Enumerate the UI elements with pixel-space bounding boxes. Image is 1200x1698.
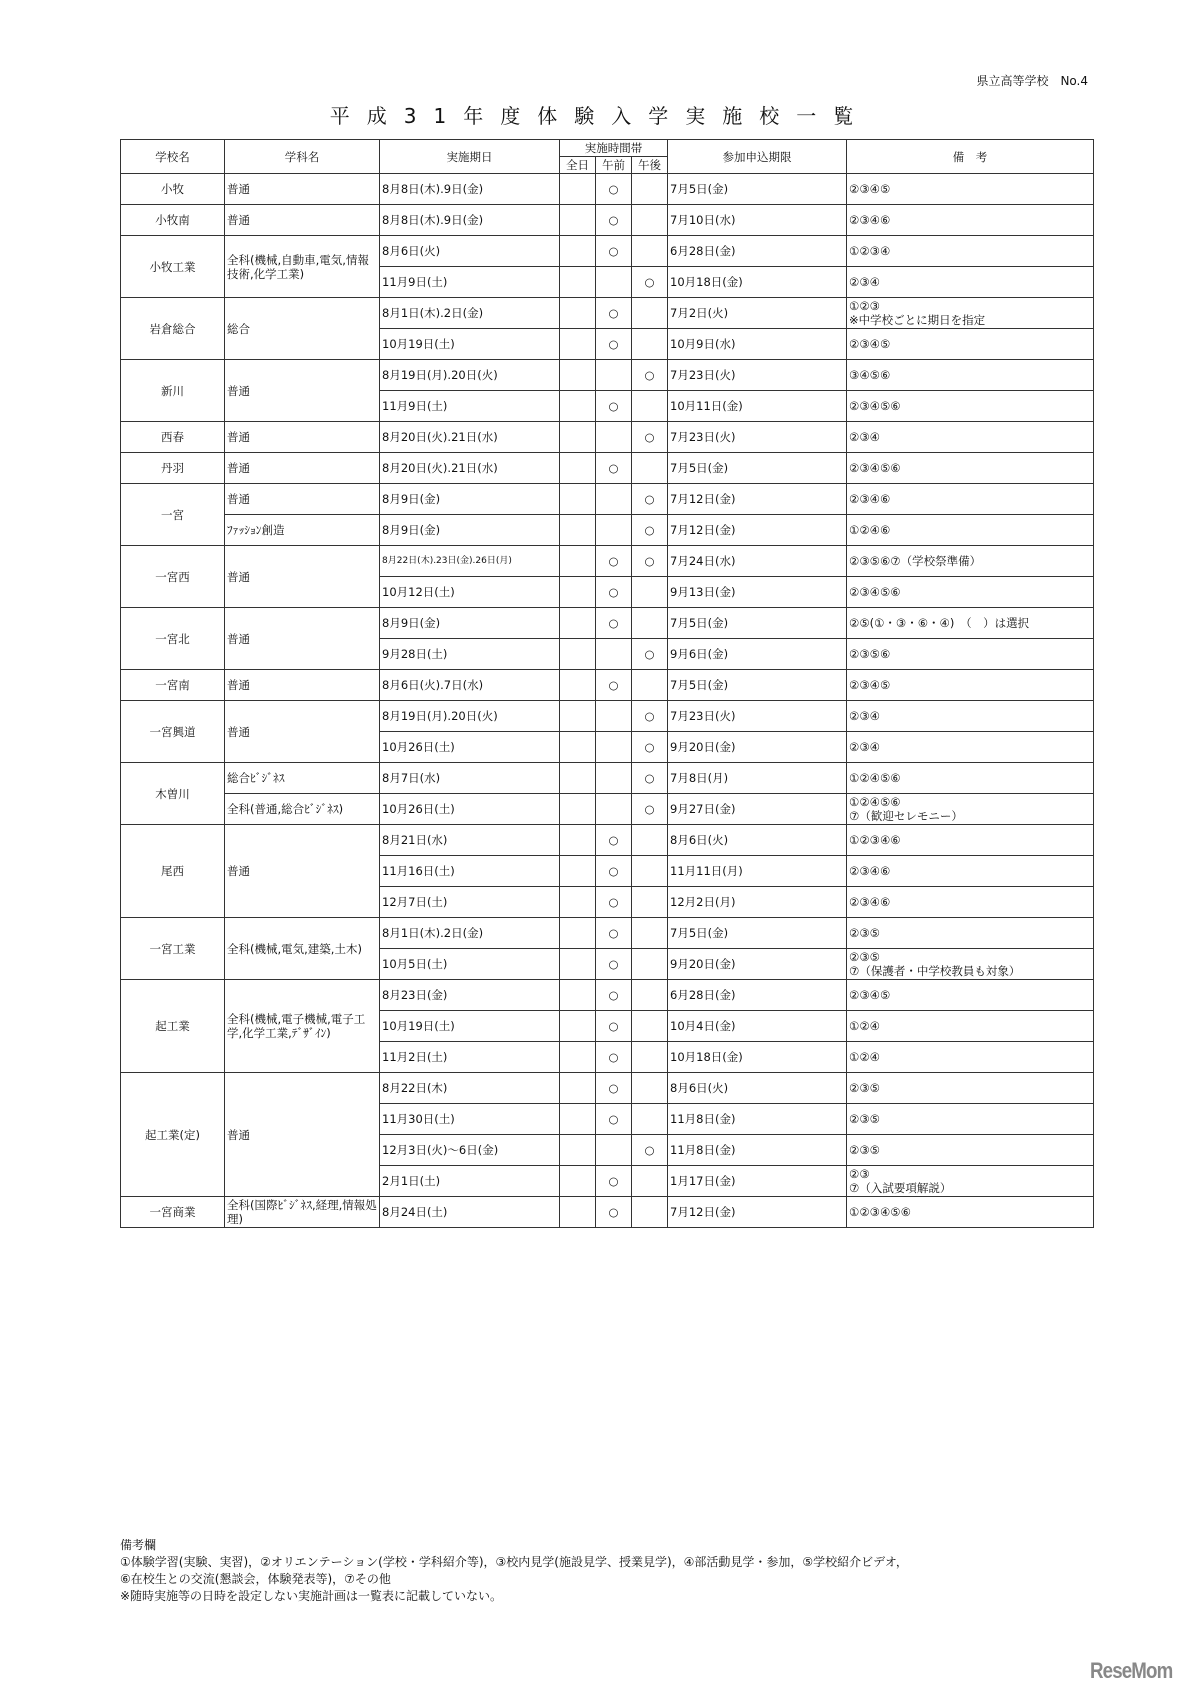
remarks: ①②④⑥ xyxy=(847,515,1094,546)
department-name: 全科(機械,電子機械,電子工学,化学工業,ﾃﾞｻﾞｲﾝ) xyxy=(225,980,380,1073)
slot-pm xyxy=(632,608,668,639)
remarks: ①②④⑤⑥ xyxy=(847,763,1094,794)
slot-am: ○ xyxy=(596,577,632,608)
remarks: ②③④⑤ xyxy=(847,980,1094,1011)
header-pm: 午後 xyxy=(632,157,668,174)
slot-am: ○ xyxy=(596,825,632,856)
slot-pm: ○ xyxy=(632,360,668,391)
schedule-body xyxy=(121,174,1094,1228)
slot-am xyxy=(596,484,632,515)
slot-am xyxy=(596,515,632,546)
remarks: ①②④ xyxy=(847,1042,1094,1073)
table-row xyxy=(121,670,1094,701)
table-row xyxy=(121,763,1094,794)
department-name: 普通 xyxy=(225,546,380,608)
remarks: ②③④⑤⑥ xyxy=(847,577,1094,608)
school-name: 西春 xyxy=(121,422,225,453)
slot-am: ○ xyxy=(596,174,632,205)
slot-zen xyxy=(560,918,596,949)
event-date: 10月12日(土) xyxy=(380,577,560,608)
slot-pm xyxy=(632,1073,668,1104)
slot-pm: ○ xyxy=(632,732,668,763)
department-name: 全科(機械,電気,建築,土木) xyxy=(225,918,380,980)
application-deadline: 9月27日(金) xyxy=(668,794,847,825)
school-name: 一宮 xyxy=(121,484,225,546)
slot-zen xyxy=(560,360,596,391)
remarks: ②③④ xyxy=(847,267,1094,298)
slot-pm xyxy=(632,453,668,484)
table-row xyxy=(121,1073,1094,1104)
school-name: 丹羽 xyxy=(121,453,225,484)
slot-am: ○ xyxy=(596,329,632,360)
slot-pm xyxy=(632,174,668,205)
slot-zen xyxy=(560,1073,596,1104)
application-deadline: 9月6日(金) xyxy=(668,639,847,670)
remarks: ②③⑤ xyxy=(847,1073,1094,1104)
slot-zen xyxy=(560,980,596,1011)
remarks: ②③④⑤⑥ xyxy=(847,391,1094,422)
table-row xyxy=(121,825,1094,856)
slot-zen xyxy=(560,794,596,825)
table-row xyxy=(121,980,1094,1011)
school-name: 小牧工業 xyxy=(121,236,225,298)
application-deadline: 1月17日(金) xyxy=(668,1166,847,1197)
application-deadline: 7月5日(金) xyxy=(668,174,847,205)
table-row xyxy=(121,174,1094,205)
header-deadline: 参加申込期限 xyxy=(668,140,847,174)
event-date: 8月22日(木).23日(金).26日(月) xyxy=(380,546,560,577)
slot-zen xyxy=(560,484,596,515)
slot-am: ○ xyxy=(596,546,632,577)
application-deadline: 7月24日(水) xyxy=(668,546,847,577)
department-name: 普通 xyxy=(225,701,380,763)
slot-zen xyxy=(560,422,596,453)
slot-zen xyxy=(560,329,596,360)
department-name: 普通 xyxy=(225,174,380,205)
remarks: ②③⑤ ⑦（保護者・中学校教員も対象） xyxy=(847,949,1094,980)
slot-am: ○ xyxy=(596,980,632,1011)
slot-am xyxy=(596,732,632,763)
application-deadline: 10月4日(金) xyxy=(668,1011,847,1042)
slot-zen xyxy=(560,701,596,732)
slot-zen xyxy=(560,515,596,546)
event-date: 10月19日(土) xyxy=(380,329,560,360)
department-name: ﾌｧｯｼｮﾝ創造 xyxy=(225,515,380,546)
slot-zen xyxy=(560,267,596,298)
schedule-table xyxy=(120,139,1094,1228)
application-deadline: 10月9日(水) xyxy=(668,329,847,360)
slot-zen xyxy=(560,1166,596,1197)
table-row xyxy=(121,484,1094,515)
event-date: 11月16日(土) xyxy=(380,856,560,887)
slot-zen xyxy=(560,453,596,484)
header-am: 午前 xyxy=(596,157,632,174)
department-name: 普通 xyxy=(225,205,380,236)
application-deadline: 7月2日(火) xyxy=(668,298,847,329)
slot-am: ○ xyxy=(596,391,632,422)
remarks: ②⑤(①・③・⑥・④) （ ）は選択 xyxy=(847,608,1094,639)
slot-pm xyxy=(632,236,668,267)
slot-am: ○ xyxy=(596,205,632,236)
slot-pm: ○ xyxy=(632,1135,668,1166)
slot-zen xyxy=(560,887,596,918)
slot-zen xyxy=(560,1197,596,1228)
footnotes-heading: 備考欄 xyxy=(120,1538,157,1552)
remarks: ②③⑤ xyxy=(847,1104,1094,1135)
slot-pm xyxy=(632,949,668,980)
event-date: 8月6日(火) xyxy=(380,236,560,267)
school-name: 一宮南 xyxy=(121,670,225,701)
remarks: ①②④ xyxy=(847,1011,1094,1042)
event-date: 8月9日(金) xyxy=(380,515,560,546)
slot-zen xyxy=(560,1104,596,1135)
document-id: 県立高等学校 No.4 xyxy=(976,74,1088,88)
application-deadline: 7月12日(金) xyxy=(668,1197,847,1228)
remarks: ②③④⑤ xyxy=(847,329,1094,360)
header-school: 学校名 xyxy=(121,140,225,174)
remarks: ①②③④⑤⑥ xyxy=(847,1197,1094,1228)
application-deadline: 7月10日(水) xyxy=(668,205,847,236)
school-name: 尾西 xyxy=(121,825,225,918)
application-deadline: 9月20日(金) xyxy=(668,732,847,763)
event-date: 10月5日(土) xyxy=(380,949,560,980)
application-deadline: 7月5日(金) xyxy=(668,453,847,484)
slot-zen xyxy=(560,577,596,608)
slot-am: ○ xyxy=(596,1197,632,1228)
school-name: 起工業 xyxy=(121,980,225,1073)
remarks: ②③④ xyxy=(847,701,1094,732)
school-name: 小牧 xyxy=(121,174,225,205)
slot-am xyxy=(596,639,632,670)
table-row xyxy=(121,918,1094,949)
slot-am: ○ xyxy=(596,918,632,949)
slot-pm xyxy=(632,670,668,701)
application-deadline: 7月5日(金) xyxy=(668,918,847,949)
school-name: 起工業(定) xyxy=(121,1073,225,1197)
slot-zen xyxy=(560,856,596,887)
department-name: 総合 xyxy=(225,298,380,360)
application-deadline: 8月6日(火) xyxy=(668,1073,847,1104)
event-date: 8月20日(火).21日(水) xyxy=(380,453,560,484)
remarks: ②③⑤ xyxy=(847,1135,1094,1166)
event-date: 12月3日(火)～6日(金) xyxy=(380,1135,560,1166)
school-name: 一宮商業 xyxy=(121,1197,225,1228)
event-date: 8月1日(木).2日(金) xyxy=(380,298,560,329)
table-row xyxy=(121,298,1094,329)
footnote-line: ⑥在校生との交流(懇談会，体験発表等)，⑦その他 xyxy=(120,1572,391,1586)
slot-pm xyxy=(632,205,668,236)
remarks: ②③④⑤⑥ xyxy=(847,453,1094,484)
event-date: 11月9日(土) xyxy=(380,391,560,422)
event-date: 11月9日(土) xyxy=(380,267,560,298)
event-date: 8月21日(水) xyxy=(380,825,560,856)
table-row xyxy=(121,205,1094,236)
event-date: 12月7日(土) xyxy=(380,887,560,918)
application-deadline: 7月5日(金) xyxy=(668,608,847,639)
school-name: 岩倉総合 xyxy=(121,298,225,360)
event-date: 8月19日(月).20日(火) xyxy=(380,360,560,391)
remarks: ①②③ ※中学校ごとに期日を指定 xyxy=(847,298,1094,329)
event-date: 9月28日(土) xyxy=(380,639,560,670)
department-name: 総合ﾋﾞｼﾞﾈｽ xyxy=(225,763,380,794)
application-deadline: 6月28日(金) xyxy=(668,980,847,1011)
table-row xyxy=(121,515,1094,546)
application-deadline: 7月12日(金) xyxy=(668,484,847,515)
remarks: ①②③④ xyxy=(847,236,1094,267)
slot-zen xyxy=(560,1042,596,1073)
slot-am: ○ xyxy=(596,608,632,639)
table-row xyxy=(121,360,1094,391)
department-name: 普通 xyxy=(225,1073,380,1197)
header-dept: 学科名 xyxy=(225,140,380,174)
event-date: 8月8日(木).9日(金) xyxy=(380,205,560,236)
slot-am: ○ xyxy=(596,1166,632,1197)
slot-zen xyxy=(560,236,596,267)
application-deadline: 9月13日(金) xyxy=(668,577,847,608)
remarks: ②③⑤ xyxy=(847,918,1094,949)
table-row xyxy=(121,422,1094,453)
school-name: 木曽川 xyxy=(121,763,225,825)
slot-am: ○ xyxy=(596,298,632,329)
application-deadline: 11月11日(月) xyxy=(668,856,847,887)
slot-pm xyxy=(632,825,668,856)
remarks: ①②④⑤⑥ ⑦（歓迎セレモニー） xyxy=(847,794,1094,825)
slot-zen xyxy=(560,205,596,236)
slot-am: ○ xyxy=(596,453,632,484)
slot-am: ○ xyxy=(596,1073,632,1104)
department-name: 全科(普通,総合ﾋﾞｼﾞﾈｽ) xyxy=(225,794,380,825)
slot-pm xyxy=(632,1042,668,1073)
slot-zen xyxy=(560,949,596,980)
event-date: 8月6日(火).7日(水) xyxy=(380,670,560,701)
remarks: ②③④⑤ xyxy=(847,174,1094,205)
remarks: ②③④⑥ xyxy=(847,887,1094,918)
slot-pm xyxy=(632,298,668,329)
slot-zen xyxy=(560,670,596,701)
event-date: 8月23日(金) xyxy=(380,980,560,1011)
slot-pm xyxy=(632,887,668,918)
slot-pm: ○ xyxy=(632,701,668,732)
slot-pm: ○ xyxy=(632,546,668,577)
application-deadline: 7月23日(火) xyxy=(668,701,847,732)
remarks: ③④⑤⑥ xyxy=(847,360,1094,391)
application-deadline: 11月8日(金) xyxy=(668,1135,847,1166)
slot-am: ○ xyxy=(596,949,632,980)
event-date: 2月1日(土) xyxy=(380,1166,560,1197)
slot-am: ○ xyxy=(596,1011,632,1042)
slot-pm: ○ xyxy=(632,484,668,515)
remarks: ②③④ xyxy=(847,422,1094,453)
slot-pm: ○ xyxy=(632,267,668,298)
event-date: 8月20日(火).21日(水) xyxy=(380,422,560,453)
application-deadline: 7月23日(火) xyxy=(668,422,847,453)
footnote-line: ※随時実施等の日時を設定しない実施計画は一覧表に記載していない。 xyxy=(120,1589,503,1603)
page-title: 平成31年度体験入学実施校一覧 xyxy=(329,104,871,128)
table-row xyxy=(121,453,1094,484)
table-row xyxy=(121,608,1094,639)
application-deadline: 10月18日(金) xyxy=(668,267,847,298)
slot-zen xyxy=(560,1135,596,1166)
footnotes xyxy=(120,1537,908,1605)
event-date: 8月1日(木).2日(金) xyxy=(380,918,560,949)
event-date: 8月24日(土) xyxy=(380,1197,560,1228)
department-name: 普通 xyxy=(225,608,380,670)
slot-pm: ○ xyxy=(632,639,668,670)
slot-pm: ○ xyxy=(632,763,668,794)
slot-pm xyxy=(632,918,668,949)
slot-pm xyxy=(632,577,668,608)
footnote-line: ①体験学習(実験、実習)，②オリエンテーション(学校・学科紹介等)，③校内見学(施設見学、授業見学)，④部活動見学・参加，⑤学校紹介ビデオ， xyxy=(120,1555,908,1569)
department-name: 全科(国際ﾋﾞｼﾞﾈｽ,経理,情報処理) xyxy=(225,1197,380,1228)
event-date: 11月2日(土) xyxy=(380,1042,560,1073)
event-date: 10月26日(土) xyxy=(380,794,560,825)
table-row xyxy=(121,1197,1094,1228)
application-deadline: 7月12日(金) xyxy=(668,515,847,546)
application-deadline: 10月18日(金) xyxy=(668,1042,847,1073)
slot-pm: ○ xyxy=(632,515,668,546)
slot-am xyxy=(596,422,632,453)
slot-am xyxy=(596,763,632,794)
event-date: 8月9日(金) xyxy=(380,608,560,639)
school-name: 新川 xyxy=(121,360,225,422)
school-name: 一宮工業 xyxy=(121,918,225,980)
slot-zen xyxy=(560,546,596,577)
event-date: 8月7日(水) xyxy=(380,763,560,794)
slot-am: ○ xyxy=(596,1104,632,1135)
remarks: ②③⑤⑥⑦（学校祭準備） xyxy=(847,546,1094,577)
slot-am xyxy=(596,794,632,825)
event-date: 10月26日(土) xyxy=(380,732,560,763)
resemom-logo: ReseMom xyxy=(1090,1658,1173,1683)
header-notes: 備 考 xyxy=(847,140,1094,174)
header-zen: 全日 xyxy=(560,157,596,174)
slot-am xyxy=(596,701,632,732)
event-date: 8月9日(金) xyxy=(380,484,560,515)
department-name: 普通 xyxy=(225,360,380,422)
event-date: 10月19日(土) xyxy=(380,1011,560,1042)
slot-am: ○ xyxy=(596,670,632,701)
remarks: ②③④⑥ xyxy=(847,484,1094,515)
event-date: 11月30日(土) xyxy=(380,1104,560,1135)
remarks: ②③ ⑦（入試要項解説） xyxy=(847,1166,1094,1197)
department-name: 普通 xyxy=(225,484,380,515)
table-row xyxy=(121,701,1094,732)
slot-pm xyxy=(632,856,668,887)
slot-zen xyxy=(560,1011,596,1042)
slot-zen xyxy=(560,732,596,763)
slot-am xyxy=(596,267,632,298)
department-name: 普通 xyxy=(225,453,380,484)
slot-pm xyxy=(632,1166,668,1197)
remarks: ②③④⑤ xyxy=(847,670,1094,701)
remarks: ②③④ xyxy=(847,732,1094,763)
slot-zen xyxy=(560,608,596,639)
slot-am: ○ xyxy=(596,856,632,887)
slot-am: ○ xyxy=(596,1042,632,1073)
table-row xyxy=(121,236,1094,267)
slot-zen xyxy=(560,825,596,856)
slot-zen xyxy=(560,298,596,329)
school-name: 一宮西 xyxy=(121,546,225,608)
slot-pm xyxy=(632,1011,668,1042)
slot-zen xyxy=(560,391,596,422)
slot-am: ○ xyxy=(596,236,632,267)
slot-pm xyxy=(632,391,668,422)
slot-zen xyxy=(560,639,596,670)
slot-am xyxy=(596,1135,632,1166)
slot-zen xyxy=(560,174,596,205)
slot-am: ○ xyxy=(596,887,632,918)
slot-pm xyxy=(632,980,668,1011)
remarks: ②③④⑥ xyxy=(847,856,1094,887)
table-row xyxy=(121,794,1094,825)
application-deadline: 8月6日(火) xyxy=(668,825,847,856)
remarks: ②③⑤⑥ xyxy=(847,639,1094,670)
header-timeslot: 実施時間帯 xyxy=(560,140,668,157)
application-deadline: 11月8日(金) xyxy=(668,1104,847,1135)
slot-am xyxy=(596,360,632,391)
remarks: ②③④⑥ xyxy=(847,205,1094,236)
event-date: 8月8日(木).9日(金) xyxy=(380,174,560,205)
slot-zen xyxy=(560,763,596,794)
slot-pm: ○ xyxy=(632,794,668,825)
school-name: 一宮北 xyxy=(121,608,225,670)
department-name: 普通 xyxy=(225,422,380,453)
slot-pm xyxy=(632,329,668,360)
application-deadline: 9月20日(金) xyxy=(668,949,847,980)
application-deadline: 7月23日(火) xyxy=(668,360,847,391)
slot-pm xyxy=(632,1104,668,1135)
department-name: 普通 xyxy=(225,825,380,918)
department-name: 全科(機械,自動車,電気,情報技術,化学工業) xyxy=(225,236,380,298)
department-name: 普通 xyxy=(225,670,380,701)
application-deadline: 12月2日(月) xyxy=(668,887,847,918)
header-date: 実施期日 xyxy=(380,140,560,174)
slot-pm xyxy=(632,1197,668,1228)
application-deadline: 7月8日(月) xyxy=(668,763,847,794)
school-name: 一宮興道 xyxy=(121,701,225,763)
application-deadline: 10月11日(金) xyxy=(668,391,847,422)
school-name: 小牧南 xyxy=(121,205,225,236)
event-date: 8月19日(月).20日(火) xyxy=(380,701,560,732)
remarks: ①②③④⑥ xyxy=(847,825,1094,856)
event-date: 8月22日(木) xyxy=(380,1073,560,1104)
table-row xyxy=(121,546,1094,577)
application-deadline: 6月28日(金) xyxy=(668,236,847,267)
application-deadline: 7月5日(金) xyxy=(668,670,847,701)
slot-pm: ○ xyxy=(632,422,668,453)
